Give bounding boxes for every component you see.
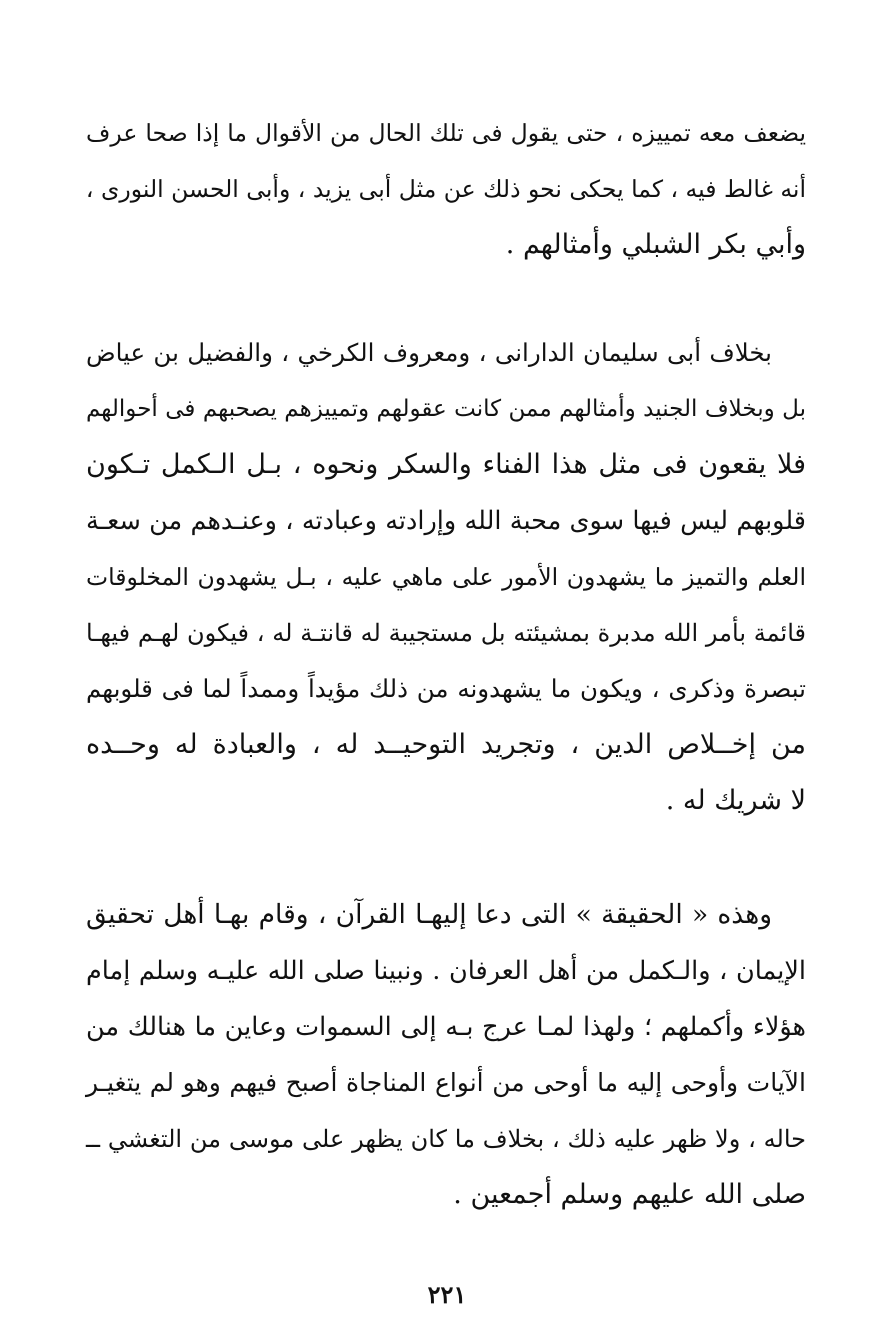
text-line: تبصرة وذكرى ، ويكون ما يشهدونه من ذلك مؤيداً وممداً لما فى قلوبهم	[86, 674, 806, 703]
text-line: فلا يقعون فى مثل هذا الفناء والسكر ونحوه ، بـل الـكمل تـكون	[86, 449, 806, 480]
text-line: لا شريك له .	[665, 785, 806, 816]
paragraph-3	[86, 887, 806, 1223]
text-line: وأبي بكر الشبلي وأمثالهم .	[505, 229, 806, 260]
paragraph-2	[86, 325, 806, 829]
text-line: أنه غالط فيه ، كما يحكى نحو ذلك عن مثل أبى يزيد ، وأبى الحسن النورى ،	[85, 175, 806, 203]
text-line: بل وبخلاف الجنيد وأمثالهم ممن كانت عقولهم وتمييزهم يصحبهم فى أحوالهم	[86, 396, 806, 422]
text-line: صلى الله عليهم وسلم أجمعين .	[453, 1179, 806, 1210]
text-line: قلوبهم ليس فيها سوى محبة الله وإرادته وعبادته ، وعنـدهم من سعـة	[86, 506, 806, 536]
text-line: قائمة بأمر الله مدبرة بمشيئته بل مستجيبة له قانتـة له ، فيكون لهـم فيهـا	[86, 619, 806, 647]
text-line: بخلاف أبى سليمان الدارانى ، ومعروف الكرخي ، والفضيل بن عياض	[86, 338, 772, 367]
text-line: حاله ، ولا ظهر عليه ذلك ، بخلاف ما كان يظهر على موسى من التغشي ــ	[86, 1125, 806, 1153]
text-line: الآيات وأوحى إليه ما أوحى من أنواع المناجاة أصبح فيهم وهو لم يتغيـر	[86, 1068, 806, 1097]
text-line: هؤلاء وأكملهم ؛ ولهذا لمـا عرج بـه إلى السموات وعاين ما هنالك من	[86, 1012, 806, 1042]
text-line: يضعف معه تمييزه ، حتى يقول فى تلك الحال من الأقوال ما إذا صحا عرف	[86, 119, 806, 147]
text-line: وهذه « الحقيقة » التى دعا إليهـا القرآن ، وقام بهـا أهل تحقيق	[86, 899, 772, 930]
text-line: العلم والتميز ما يشهدون الأمور على ماهي عليه ، بـل يشهدون المخلوقات	[86, 563, 806, 591]
paragraph-1	[86, 105, 806, 273]
text-line: الإيمان ، والـكمل من أهل العرفان . ونبينا صلى الله عليـه وسلم إمام	[86, 956, 806, 986]
page-number: ٢٢١	[427, 1280, 467, 1309]
text-line: من إخــلاص الدين ، وتجريد التوحيــد له ، والعبادة له وحــده	[86, 729, 806, 760]
